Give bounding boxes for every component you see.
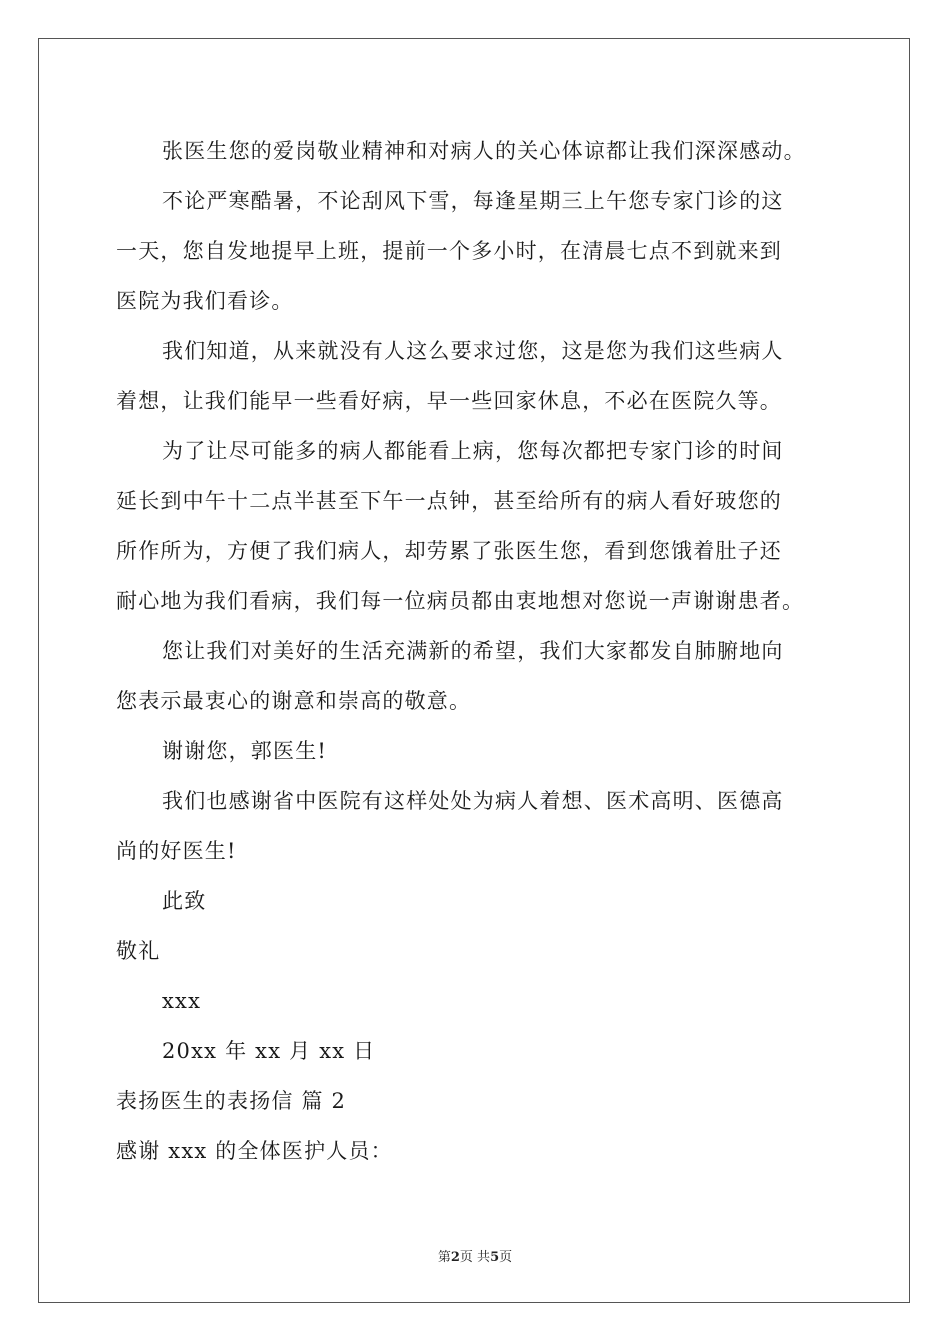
page-prefix: 第 — [437, 1250, 451, 1265]
text-line: 您表示最衷心的谢意和崇高的敬意。 — [116, 689, 472, 713]
text-line: 为了让尽可能多的病人都能看上病，您每次都把专家门诊的时间 — [162, 439, 784, 463]
page-suffix: 页 — [499, 1250, 513, 1265]
page-footer — [0, 1246, 950, 1265]
text-line: 一天，您自发地提早上班，提前一个多小时，在清晨七点不到就来到 — [116, 239, 782, 263]
date-line: 20xx 年 xx 月 xx 日 — [162, 1039, 376, 1063]
salutation-line: 敬礼 — [116, 939, 161, 963]
text-line: 耐心地为我们看病，我们每一位病员都由衷地想对您说一声谢谢患者。 — [116, 589, 805, 613]
text-line: 尚的好医生! — [116, 839, 237, 863]
closing-line: 此致 — [162, 889, 207, 913]
page-mid: 页 共 — [459, 1250, 491, 1265]
text-line: 张医生您的爱岗敬业精神和对病人的关心体谅都让我们深深感动。 — [162, 139, 806, 163]
page-current: 2 — [450, 1250, 460, 1265]
page-total: 5 — [490, 1250, 500, 1265]
text-line: 您让我们对美好的生活充满新的希望，我们大家都发自肺腑地向 — [162, 639, 784, 663]
text-line: 不论严寒酷暑，不论刮风下雪，每逢星期三上午您专家门诊的这 — [162, 189, 784, 213]
text-line: 延长到中午十二点半甚至下午一点钟，甚至给所有的病人看好玻您的 — [116, 489, 782, 513]
text-line: 我们知道，从来就没有人这么要求过您，这是您为我们这些病人 — [162, 339, 784, 363]
text-line: 医院为我们看诊。 — [116, 289, 294, 313]
text-line: 谢谢您，郭医生! — [162, 739, 328, 763]
greeting-line: 感谢 xxx 的全体医护人员： — [116, 1139, 393, 1163]
section-heading: 表扬医生的表扬信 篇 2 — [116, 1089, 347, 1113]
text-line: 我们也感谢省中医院有这样处处为病人着想、医术高明、医德高 — [162, 789, 784, 813]
text-line: 所作所为，方便了我们病人，却劳累了张医生您，看到您饿着肚子还 — [116, 539, 782, 563]
text-line: 着想，让我们能早一些看好病，早一些回家休息，不必在医院久等。 — [116, 389, 782, 413]
signature-line: xxx — [162, 989, 202, 1013]
document-body — [116, 126, 838, 1176]
